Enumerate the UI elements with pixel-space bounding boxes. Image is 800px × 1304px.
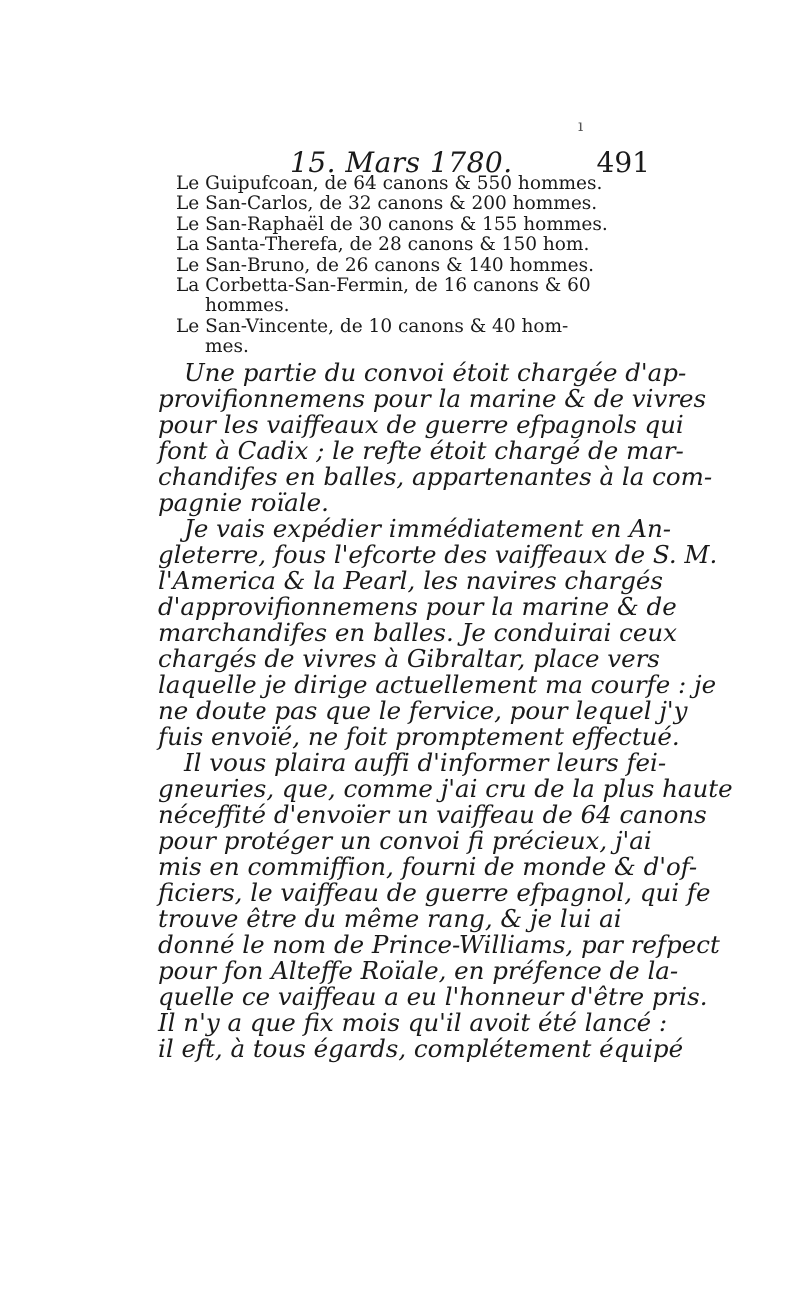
text-line: il eft, à tous égards, complétement équipé [158,1034,684,1063]
page-number: 491 [596,146,650,179]
text-line: gleterre, fous l'efcorte des vaiffeaux de S. M. [158,540,718,569]
text-line: mis en commiffion, fourni de monde & d'of- [158,852,698,881]
ship-entry: Le Guipufcoan, de 64 canons & 550 hommes. [176,173,603,194]
body-text [158,358,733,1063]
text-line: marchandifes en balles. Je conduirai ceux [158,618,677,647]
text-line: ficiers, le vaiffeau de guerre efpagnol, qui fe [158,878,711,907]
text-line: pagnie roïale. [158,488,329,517]
text-line: gneuries, que, comme j'ai cru de la plus haute [158,774,733,803]
text-line: pour fon Alteffe Roïale, en préfence de la- [158,956,679,985]
ship-entry-continuation: mes. [205,336,249,358]
text-line: pour protéger un convoi fi précieux, j'ai [158,826,652,855]
ship-entry: La Corbetta-San-Fermin, de 16 canons & 60 [176,275,591,297]
text-line: Une partie du convoi étoit chargée d'ap- [184,358,687,387]
text-line: chargés de vivres à Gibraltar, place vers [158,644,660,673]
ship-entry-continuation: hommes. [205,295,290,317]
ship-entry: Le San-Carlos, de 32 canons & 200 hommes. [176,193,598,215]
header-date: 15. Mars 1780. [290,146,513,179]
text-line: laquelle je dirige actuellement ma courfe : je [158,670,717,699]
ship-entry: Le San-Raphaël de 30 canons & 155 hommes. [176,213,608,235]
text-line: Il vous plaira auffi d'informer leurs fei- [184,748,667,777]
top-mark: ı [578,116,584,135]
ship-entry: Le San-Vincente, de 10 canons & 40 hom- [176,315,569,337]
text-line: néceffité d'envoïer un vaiffeau de 64 canons [158,800,707,829]
text-line: fuis envoïé, ne foit promptement effectué. [158,722,680,751]
text-line: Il n'y a que fix mois qu'il avoit été lancé : [158,1008,668,1037]
ship-list [176,174,646,358]
ship-entry: Le San-Bruno, de 26 canons & 140 hommes. [176,254,594,276]
text-line: trouve être du même rang, & je lui ai [158,904,622,933]
text-line: donné le nom de Prince-Williams, par refpect [158,930,720,959]
text-line: provifionnemens pour la marine & de vivres [158,384,707,413]
ship-entry: La Santa-Therefa, de 28 canons & 150 hom. [176,234,590,256]
text-line: Je vais expédier immédiatement en An- [184,514,671,543]
text-line: d'approvifionnemens pour la marine & de [158,592,677,621]
text-line: pour les vaiffeaux de guerre efpagnols qui [158,410,684,439]
text-line: font à Cadix ; le refte étoit chargé de mar- [158,436,684,465]
text-line: ne doute pas que le fervice, pour lequel j'y [158,696,688,725]
text-line: chandifes en balles, appartenantes à la com- [158,462,713,491]
text-line: quelle ce vaiffeau a eu l'honneur d'être pris. [158,982,708,1011]
text-line: l'America & la Pearl, les navires chargés [158,566,664,595]
